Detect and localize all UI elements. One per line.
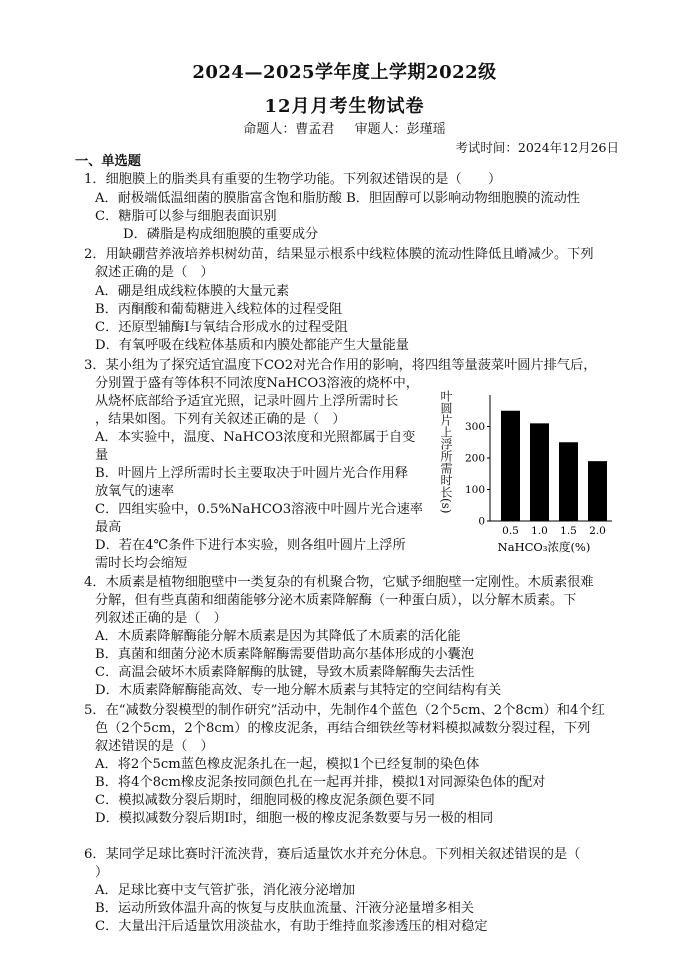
option-line: 放氧气的速率 — [95, 484, 175, 499]
chart-bar — [588, 461, 607, 521]
authors-line — [0, 118, 689, 137]
option-line: A．耐极端低温细菌的膜脂富含饱和脂肪酸 B．胆固醇可以影响动物细胞膜的流动性 — [95, 191, 580, 206]
chart-bar — [559, 442, 578, 521]
option-line: B．将4个8cm橡皮泥条按同颜色扎在一起再并排，模拟1对同源染色体的配对 — [95, 775, 546, 790]
chart-x-tick-label: 1.0 — [531, 525, 548, 537]
chart-bar — [530, 423, 549, 521]
option-line: 需时长均会缩短 — [95, 556, 188, 571]
option-line: C．还原型辅酶Ⅰ与氧结合形成水的过程受阻 — [95, 320, 348, 335]
chart-y-tick-label: 0 — [478, 515, 485, 528]
question-1: 1．细胞膜上的脂类具有重要的生物学功能。下列叙述错误的是（ ） — [84, 172, 502, 187]
chart-y-tick-label: 300 — [464, 421, 485, 433]
option-line: C．糖脂可以参与细胞表面识别 — [95, 209, 277, 224]
option-line: 量 — [95, 448, 109, 463]
exam-title: 2024—2025学年度上学期2022级 — [192, 62, 497, 83]
chart-bar — [501, 411, 520, 521]
option-line: D．若在4℃条件下进行本实验，则各组叶圆片上浮所 — [95, 538, 406, 553]
chart-x-tick-label: 2.0 — [589, 525, 606, 537]
option-line: C．四组实验中，0.5%NaHCO3溶液中叶圆片光合速率 — [95, 502, 423, 517]
reviewer: 审题人：彭瑾瑶 — [354, 122, 446, 137]
option-line: 最高 — [95, 520, 122, 535]
question-3: 3．某小组为了探究适宜温度下CO2对光合作用的影响，将四组等量菠菜叶圆片排气后， — [84, 358, 597, 373]
option-line: B．丙酮酸和葡萄糖进入线粒体的过程受阻 — [95, 302, 343, 317]
chart-xlabel: NaHCO₃浓度(%) — [497, 540, 591, 554]
option-line: C．模拟减数分裂后期时，细胞同极的橡皮泥条颜色要不同 — [95, 793, 435, 808]
exam-time: 考试时间：2024年12月26日 — [455, 140, 619, 155]
chart-y-tick-label: 200 — [464, 452, 485, 465]
option-line: A．将2个5cm蓝色橡皮泥条扎在一起，模拟1个已经复制的染色体 — [95, 757, 480, 772]
question-5: 5．在“减数分裂模型的制作研究”活动中，先制作4个蓝色（2个5cm、2个8cm）和4个红 — [84, 703, 605, 718]
option-line: A．木质素降解酶能分解木质素是因为其降低了木质素的活化能 — [95, 629, 461, 644]
chart-y-tick-label: 100 — [464, 484, 485, 496]
option-line: D．磷脂是构成细胞膜的重要成分 — [123, 227, 319, 242]
chart-x-tick-label: 1.5 — [560, 525, 577, 537]
option-line: B．真菌和细菌分泌木质素降解酶需要借助高尔基体形成的小囊泡 — [95, 647, 474, 662]
chart-x-tick-label: 0.5 — [502, 525, 519, 537]
bar-chart — [434, 385, 634, 555]
question-2: 2．用缺硼营养液培养枳树幼苗，结果显示根系中线粒体膜的流动性降低且嵴减少。下列 — [84, 247, 594, 262]
chart-ylabel: 叶圆片上浮所需时长(s) — [439, 390, 453, 514]
question-text: 分别置于盛有等体积不同浓度NaHCO3溶液的烧杯中， — [95, 376, 419, 391]
question-text: 色（2个5cm，2个8cm）的橡皮泥条，再结合细铁丝等材料模拟减数分裂过程，下列 — [95, 721, 591, 736]
option-line: A．本实验中，温度、NaHCO3浓度和光照都属于自变 — [95, 430, 416, 445]
option-line: B．运动所致体温升高的恢复与皮肤血流量、汗液分泌量增多相关 — [95, 901, 474, 916]
question-text: ） — [95, 865, 109, 880]
question-text: 从烧杯底部给予适宜光照，记录叶圆片上浮所需时长 — [95, 394, 399, 409]
section-heading: 一、单选题 — [75, 154, 141, 169]
option-line: A．硼是组成线粒体膜的大量元素 — [95, 284, 290, 299]
option-line: D．有氧呼吸在线粒体基质和内膜处都能产生大量能量 — [95, 338, 409, 353]
question-text: ，结果如图。下列有关叙述正确的是（ ） — [95, 412, 346, 427]
setter: 命题人：曹孟君 — [243, 122, 335, 137]
option-line: A．足球比赛中支气管扩张，消化液分泌增加 — [95, 883, 356, 898]
option-line: B．叶圆片上浮所需时长主要取决于叶圆片光合作用释 — [95, 466, 409, 481]
option-line: C．高温会破坏木质素降解酶的肽键，导致木质素降解酶失去活性 — [95, 665, 475, 680]
question-4: 4．木质素是植物细胞壁中一类复杂的有机聚合物，它赋予细胞壁一定刚性。木质素很难 — [84, 575, 594, 590]
question-text: 分解，但有些真菌和细菌能够分泌木质素降解酶（一种蛋白质），以分解木质素。下 — [95, 593, 577, 608]
question-text: 叙述错误的是（ ） — [95, 739, 214, 754]
option-line: D．木质素降解酶能高效、专一地分解木质素与其特定的空间结构有关 — [95, 683, 502, 698]
question-text: 叙述正确的是（ ） — [95, 265, 214, 280]
question-6: 6．某同学足球比赛时汗流浃背，赛后适量饮水并充分休息。下列相关叙述错误的是（ — [84, 847, 581, 862]
exam-subtitle: 12月月考生物试卷 — [264, 96, 425, 117]
option-line: D．模拟减数分裂后期Ⅰ时，细胞一极的橡皮泥条数要与另一极的相同 — [95, 811, 494, 826]
question-text: 列叙述正确的是（ ） — [95, 611, 227, 626]
option-line: C．大量出汗后适量饮用淡盐水，有助于维持血浆渗透压的相对稳定 — [95, 919, 488, 934]
